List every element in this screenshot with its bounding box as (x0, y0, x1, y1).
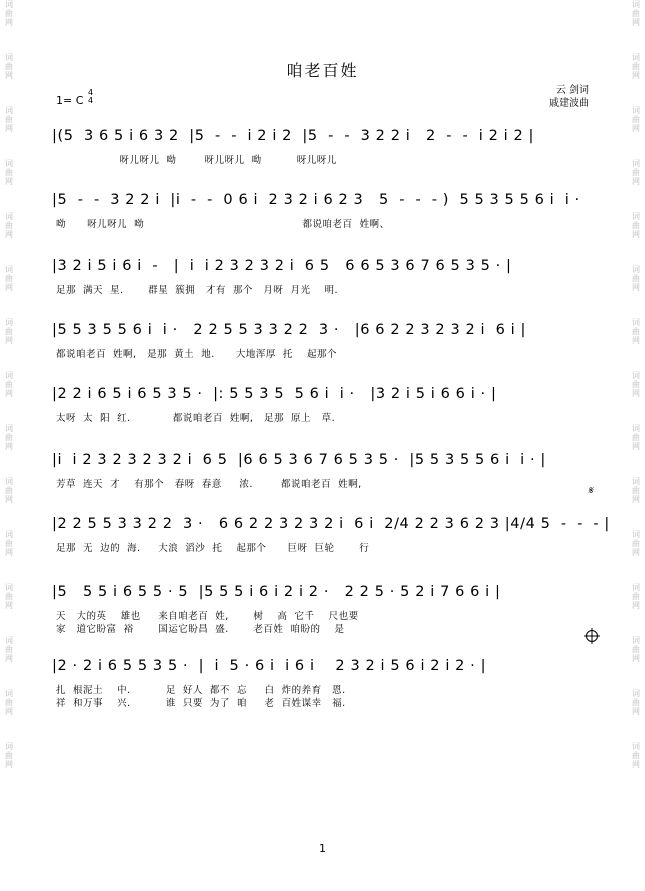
watermark-char: 曲 (632, 751, 640, 760)
watermark-right (629, 0, 643, 891)
watermark-char: 网 (632, 654, 640, 663)
watermark-char: 曲 (632, 274, 640, 283)
watermark-group (629, 742, 643, 769)
watermark-char: 网 (5, 495, 13, 504)
watermark-group (2, 212, 16, 239)
watermark-char: 网 (632, 71, 640, 80)
watermark-group (629, 477, 643, 504)
watermark-char: 曲 (5, 380, 13, 389)
watermark-char: 曲 (632, 698, 640, 707)
watermark-group (629, 689, 643, 716)
watermark-char: 曲 (5, 698, 13, 707)
watermark-char: 词 (5, 689, 13, 698)
time-signature-bottom: 4 (88, 96, 94, 105)
watermark-char: 词 (632, 583, 640, 592)
watermark-char: 曲 (632, 592, 640, 601)
watermark-char: 词 (5, 583, 13, 592)
watermark-group (629, 159, 643, 186)
watermark-char: 网 (5, 601, 13, 610)
watermark-group (2, 530, 16, 557)
time-signature-top: 4 (88, 88, 94, 97)
watermark-char: 词 (5, 53, 13, 62)
watermark-char: 网 (5, 336, 13, 345)
notation-line: |5 5 5 i 6 5 5 · 5 |5 5 5 i 6 i 2 i 2 · 2 2 5 · 5 2 i 7 6 6 i | (52, 584, 501, 600)
watermark-char: 曲 (632, 9, 640, 18)
watermark-char: 词 (5, 742, 13, 751)
watermark-group (2, 265, 16, 292)
watermark-char: 曲 (5, 539, 13, 548)
watermark-char: 词 (632, 424, 640, 433)
watermark-char: 曲 (632, 645, 640, 654)
watermark-char: 词 (632, 212, 640, 221)
watermark-char: 曲 (5, 327, 13, 336)
watermark-group (629, 583, 643, 610)
watermark-char: 词 (632, 371, 640, 380)
lyric-line: 太呀 太 阳 红. 都说咱老百 姓啊, 足那 原上 草. (56, 413, 336, 424)
watermark-group (2, 636, 16, 663)
watermark-group (2, 583, 16, 610)
watermark-char: 曲 (5, 9, 13, 18)
watermark-char: 词 (632, 0, 640, 9)
watermark-group (629, 265, 643, 292)
lyric-line: 祥 和万事 兴. 谁 只要 为了 咱 老 百姓谋幸 福. (56, 698, 346, 709)
watermark-char: 词 (632, 636, 640, 645)
watermark-char: 网 (5, 71, 13, 80)
watermark-char: 词 (5, 530, 13, 539)
watermark-char: 曲 (5, 62, 13, 71)
watermark-char: 词 (632, 53, 640, 62)
watermark-group (2, 318, 16, 345)
watermark-char: 词 (5, 106, 13, 115)
watermark-char: 曲 (632, 539, 640, 548)
lyric-line: 扎 根泥土 中. 足 好人 都不 忘 白 炸的养育 恩. (56, 685, 346, 696)
watermark-char: 词 (632, 106, 640, 115)
page-number: 1 (319, 842, 326, 855)
watermark-char: 词 (5, 159, 13, 168)
watermark-char: 网 (632, 177, 640, 186)
watermark-char: 曲 (5, 274, 13, 283)
lyric-line: 足那 无 边的 海. 大浪 滔沙 托 起那个 巨呀 巨轮 行 (56, 543, 370, 554)
watermark-group (2, 477, 16, 504)
watermark-char: 曲 (5, 115, 13, 124)
watermark-group (2, 424, 16, 451)
watermark-char: 网 (632, 760, 640, 769)
watermark-left (2, 0, 16, 891)
notation-line: |2 · 2 i 6 5 5 3 5 · | i 5 · 6 i i 6 i 2 3 2 i 5 6 i 2 i 2 · | (52, 658, 487, 674)
watermark-group (2, 159, 16, 186)
lyric-line: 足那 满天 星. 群星 簇拥 才有 那个 月呀 月光 明. (56, 285, 339, 296)
watermark-char: 词 (5, 0, 13, 9)
watermark-char: 网 (5, 548, 13, 557)
watermark-char: 词 (632, 265, 640, 274)
watermark-group (629, 212, 643, 239)
watermark-group (629, 106, 643, 133)
crosshair-icon (584, 628, 600, 644)
song-title: 咱老百姓 (286, 61, 359, 80)
watermark-char: 词 (5, 371, 13, 380)
watermark-char: 网 (5, 389, 13, 398)
watermark-char: 网 (632, 601, 640, 610)
watermark-char: 网 (5, 283, 13, 292)
watermark-char: 曲 (5, 645, 13, 654)
watermark-char: 词 (632, 530, 640, 539)
watermark-char: 网 (632, 389, 640, 398)
watermark-char: 词 (632, 689, 640, 698)
watermark-char: 网 (5, 124, 13, 133)
lyric-line: 芳草 连天 才 有那个 春呀 春意 浓. 都说咱老百 姓啊, (56, 479, 362, 490)
lyric-line: 天 大的英 雄也 来自咱老百 姓, 树 高 它千 尺也要 (56, 611, 359, 622)
notation-line: |2 2 5 5 3 3 2 2 3 · 6 6 2 2 3 2 3 2 i 6 i 2/4 2 2 3 6 2 3 |4/4 5 - - - | (52, 516, 610, 532)
watermark-char: 曲 (632, 380, 640, 389)
watermark-char: 曲 (5, 751, 13, 760)
notation-line: |3 2 i 5 i 6 i - | i i 2 3 2 3 2 i 6 5 6 6 5 3 6 7 6 5 3 5 · | (52, 258, 512, 274)
watermark-group (2, 689, 16, 716)
watermark-char: 网 (632, 442, 640, 451)
notation-line: |(5 3 6 5 i 6 3 2 |5 - - i 2 i 2 |5 - - 3 2 2 i 2 - - i 2 i 2 | (52, 128, 534, 144)
watermark-char: 词 (5, 265, 13, 274)
watermark-char: 曲 (632, 433, 640, 442)
time-signature (88, 89, 93, 105)
watermark-char: 网 (632, 18, 640, 27)
notation-line: |5 - - 3 2 2 i |i - - 0 6 i 2 3 2 i 6 2 3 5 - - - ) 5 5 3 5 5 6 i i · (52, 192, 580, 208)
watermark-group (629, 318, 643, 345)
watermark-char: 网 (632, 283, 640, 292)
watermark-char: 曲 (5, 168, 13, 177)
watermark-char: 曲 (5, 433, 13, 442)
lyric-line: 呦 呀儿呀儿 呦 都说咱老百 姓啊、 (56, 219, 390, 230)
lyric-line: 家 道它盼富 裕 国运它盼昌 盛. 老百姓 咱盼的 是 (56, 624, 345, 635)
watermark-char: 网 (632, 336, 640, 345)
notation-line: |2 2 i 6 5 i 6 5 3 5 · |: 5 5 3 5 5 6 i i · |3 2 i 5 i 6 6 i · | (52, 386, 497, 402)
watermark-char: 词 (5, 636, 13, 645)
notation-line: |5 5 3 5 5 6 i i · 2 2 5 5 3 3 2 2 3 · |6 6 2 2 3 2 3 2 i 6 i | (52, 322, 526, 338)
lyric-line: 呀儿呀儿 呦 呀儿呀儿 呦 呀儿呀儿 (56, 155, 337, 166)
watermark-char: 网 (5, 707, 13, 716)
watermark-char: 词 (5, 212, 13, 221)
watermark-char: 词 (5, 318, 13, 327)
watermark-char: 网 (632, 124, 640, 133)
notation-line: |i i 2 3 2 3 2 3 2 i 6 5 |6 6 5 3 6 7 6 5 3 5 · |5 5 3 5 5 6 i i · | (52, 452, 546, 468)
watermark-char: 词 (632, 477, 640, 486)
watermark-char: 网 (632, 707, 640, 716)
lyric-line: 都说咱老百 姓啊, 是那 黄土 地. 大地浑厚 托 起那个 (56, 349, 337, 360)
segno-mark: 𝄋 (588, 484, 593, 497)
lyricist-credit: 云 剑词 (555, 85, 589, 96)
watermark-group (629, 636, 643, 663)
watermark-group (629, 424, 643, 451)
watermark-char: 曲 (632, 62, 640, 71)
watermark-char: 曲 (5, 486, 13, 495)
watermark-group (629, 0, 643, 27)
watermark-group (2, 0, 16, 27)
composer-credit: 戚建波曲 (549, 98, 589, 109)
watermark-char: 网 (632, 230, 640, 239)
watermark-char: 网 (632, 495, 640, 504)
watermark-char: 网 (5, 442, 13, 451)
watermark-char: 网 (632, 548, 640, 557)
watermark-group (629, 530, 643, 557)
watermark-char: 曲 (632, 168, 640, 177)
credits (549, 84, 589, 110)
watermark-char: 网 (5, 760, 13, 769)
watermark-char: 曲 (5, 592, 13, 601)
watermark-char: 词 (5, 477, 13, 486)
watermark-char: 曲 (632, 327, 640, 336)
watermark-char: 曲 (632, 115, 640, 124)
watermark-char: 词 (632, 318, 640, 327)
watermark-char: 曲 (5, 221, 13, 230)
watermark-char: 网 (5, 230, 13, 239)
watermark-char: 词 (5, 424, 13, 433)
watermark-char: 网 (5, 654, 13, 663)
watermark-char: 词 (632, 159, 640, 168)
watermark-group (2, 371, 16, 398)
watermark-char: 网 (5, 177, 13, 186)
watermark-group (2, 742, 16, 769)
watermark-char: 曲 (632, 221, 640, 230)
watermark-char: 网 (5, 18, 13, 27)
key-signature: 1= C (56, 94, 84, 107)
watermark-group (2, 106, 16, 133)
watermark-group (629, 371, 643, 398)
watermark-char: 词 (632, 742, 640, 751)
watermark-char: 曲 (632, 486, 640, 495)
